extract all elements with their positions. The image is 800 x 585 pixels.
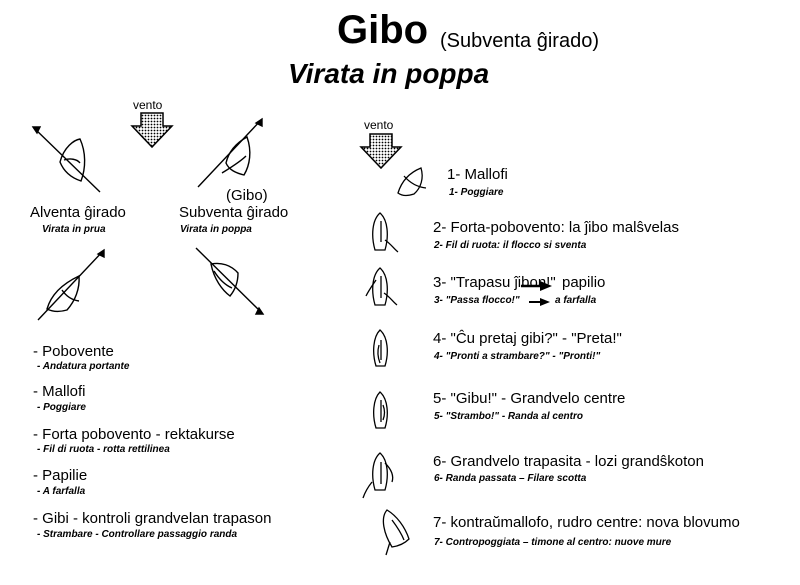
step-eo: 2- Forta-pobovento: la ĵibo malŝvelas bbox=[433, 219, 679, 236]
glossary-eo: - Mallofi bbox=[33, 383, 86, 400]
step-eo: 6- Grandvelo trapasita - lozi grandŝkoton bbox=[433, 453, 704, 470]
step-7-boat-icon bbox=[383, 510, 409, 555]
page-title: Gibo bbox=[337, 8, 429, 52]
step-5-boat-icon bbox=[374, 392, 388, 428]
glossary-eo: - Gibi - kontroli grandvelan trapason bbox=[33, 510, 272, 527]
wind-label-right: vento bbox=[364, 118, 394, 132]
step-it-after: a farfalla bbox=[555, 295, 597, 306]
glossary-it: - Andatura portante bbox=[37, 361, 130, 372]
glossary-it: - Strambare - Controllare passaggio randa bbox=[37, 529, 238, 540]
step-2-boat-icon bbox=[373, 213, 398, 252]
step-it: 1- Poggiare bbox=[449, 187, 504, 198]
wind-arrow-icon bbox=[132, 113, 172, 147]
gybe-note: (Gibo) bbox=[226, 187, 268, 204]
glossary-it: - Poggiare bbox=[37, 402, 86, 413]
step-it: 7- Contropoggiata – timone al centro: nuove mure bbox=[434, 537, 672, 548]
tack-label-it: Virata in prua bbox=[42, 224, 106, 235]
step-it: 5- "Strambo!" - Randa al centro bbox=[434, 411, 583, 422]
step-6-boat-icon bbox=[363, 453, 393, 498]
boat-bottom-right-icon bbox=[196, 248, 263, 314]
step-3-it-arrow-icon bbox=[529, 298, 550, 306]
step-4-boat-icon bbox=[374, 330, 388, 366]
step-eo: 1- Mallofi bbox=[447, 166, 508, 183]
step-eo-after: papilio bbox=[562, 274, 606, 291]
boat-top-right-icon bbox=[198, 119, 262, 187]
page-subtitle: (Subventa ĝirado) bbox=[440, 30, 599, 52]
boat-top-left-icon bbox=[33, 127, 100, 192]
glossary-eo: - Pobovente bbox=[33, 343, 114, 360]
boat-bottom-left-icon bbox=[38, 250, 104, 320]
glossary-it: - Fil di ruota - rotta rettilinea bbox=[37, 444, 170, 455]
step-it: 2- Fil di ruota: il flocco si sventa bbox=[434, 240, 587, 251]
wind-label-left: vento bbox=[133, 98, 163, 112]
glossary-eo: - Papilie bbox=[33, 467, 88, 484]
glossary-eo: - Forta pobovento - rektakurse bbox=[33, 426, 235, 443]
step-it: 6- Randa passata – Filare scotta bbox=[434, 473, 587, 484]
step-it: 4- "Pronti a strambare?" - "Pronti!" bbox=[434, 351, 601, 362]
gybe-label-it: Virata in poppa bbox=[180, 224, 252, 235]
step-eo: 7- kontraŭmallofo, rudro centre: nova blovumo bbox=[433, 514, 740, 531]
gybe-label: Subventa ĝirado bbox=[179, 204, 289, 221]
step-1-boat-icon bbox=[398, 168, 426, 195]
step-eo: 5- "Gibu!" - Grandvelo centre bbox=[433, 390, 626, 407]
step-eo: 4- "Ĉu pretaj gibi?" - "Preta!" bbox=[433, 330, 622, 347]
wind-arrow-right-icon bbox=[361, 134, 401, 168]
glossary-it: - A farfalla bbox=[37, 486, 86, 497]
step-eo: 3- "Trapasu ĵibon!" bbox=[433, 274, 556, 291]
step-3-boat-icon bbox=[366, 268, 397, 305]
italian-title: Virata in poppa bbox=[288, 58, 490, 89]
tack-label: Alventa ĝirado bbox=[30, 204, 126, 221]
step-it: 3- "Passa flocco!" bbox=[434, 295, 520, 306]
